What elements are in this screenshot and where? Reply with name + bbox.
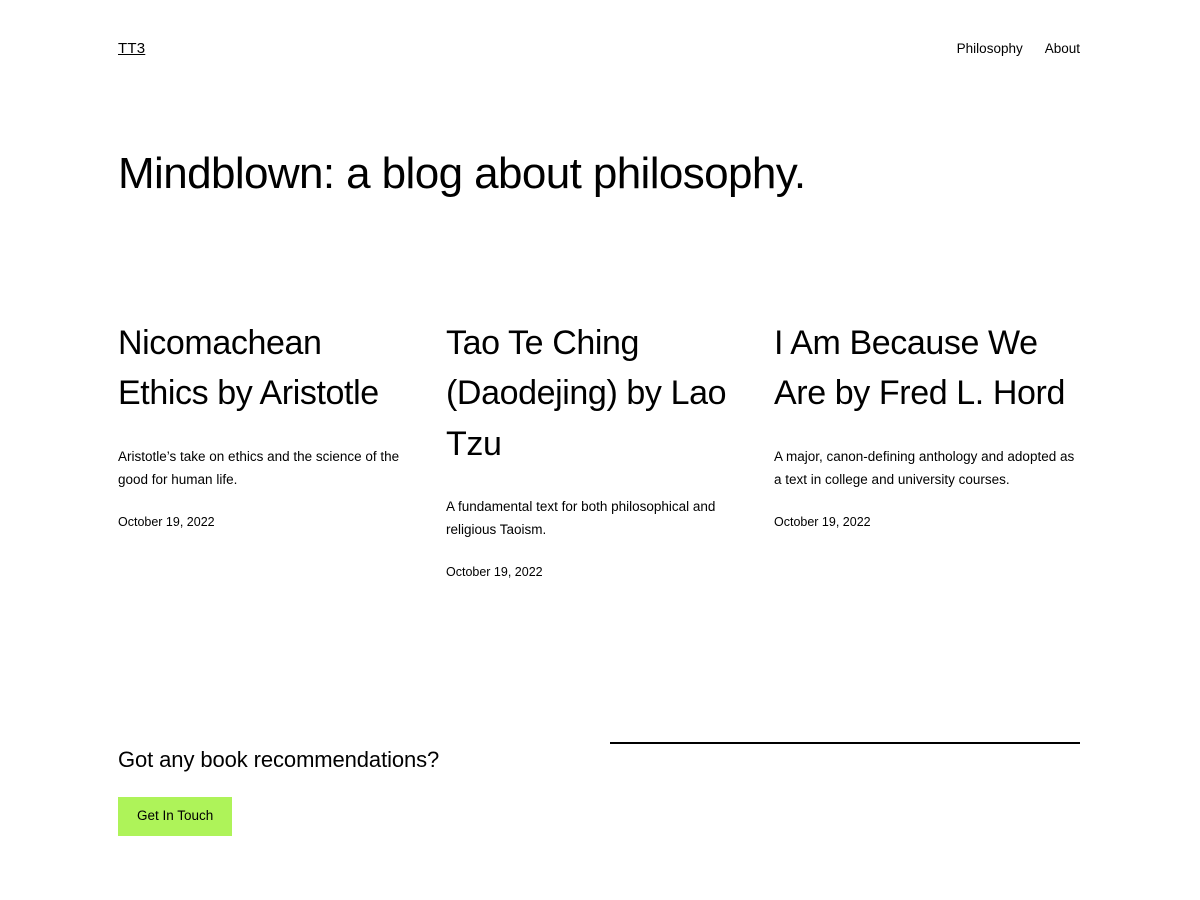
post-date: October 19, 2022 bbox=[446, 565, 543, 580]
post-title[interactable]: Nicomachean Ethics by Aristotle bbox=[118, 324, 379, 413]
get-in-touch-button[interactable]: Get In Touch bbox=[118, 797, 232, 836]
main-navigation bbox=[957, 39, 1080, 59]
nav-link-philosophy[interactable]: Philosophy bbox=[956, 41, 1023, 56]
site-title[interactable]: TT3 bbox=[118, 40, 146, 57]
post-card bbox=[774, 318, 1084, 582]
post-excerpt: Aristotle’s take on ethics and the science of the good for human life. bbox=[118, 448, 400, 487]
post-title[interactable]: I Am Because We Are by Fred L. Hord bbox=[774, 324, 1065, 413]
page-title: Mindblown: a blog about philosophy. bbox=[118, 149, 806, 198]
post-date: October 19, 2022 bbox=[118, 515, 215, 530]
cta-section bbox=[118, 736, 1082, 836]
post-title[interactable]: Tao Te Ching (Daodejing) by Lao Tzu bbox=[446, 324, 727, 463]
post-list bbox=[118, 318, 1082, 582]
hero-section bbox=[118, 148, 1098, 200]
post-excerpt: A fundamental text for both philosophical and religious Taoism. bbox=[446, 498, 716, 538]
cta-heading: Got any book recommendations? bbox=[118, 747, 440, 772]
site-header bbox=[118, 36, 1080, 62]
post-date: October 19, 2022 bbox=[774, 515, 871, 530]
post-excerpt: A major, canon-defining anthology and adopted as a text in college and university courses. bbox=[774, 448, 1075, 487]
post-card bbox=[118, 318, 420, 582]
post-card bbox=[446, 318, 748, 582]
nav-link-about[interactable]: About bbox=[1044, 41, 1080, 56]
divider bbox=[610, 742, 1080, 744]
